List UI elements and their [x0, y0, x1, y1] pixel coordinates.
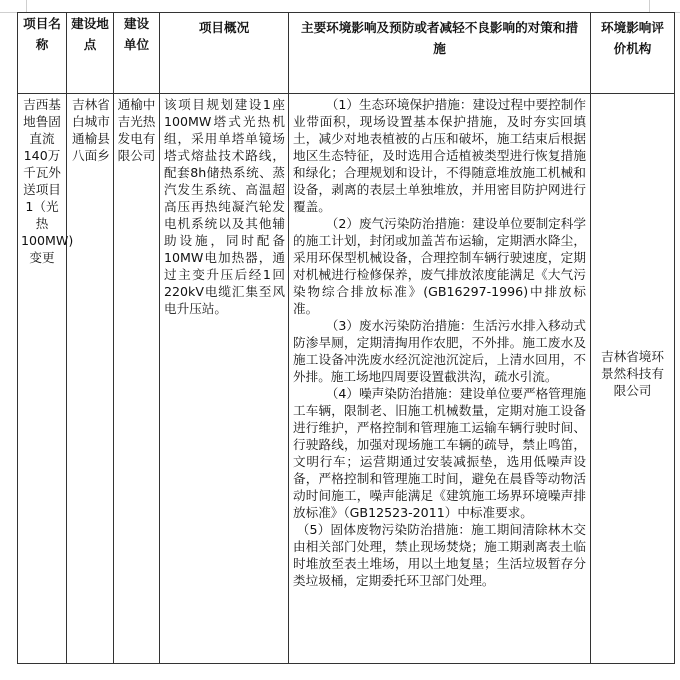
cell-measures [289, 94, 591, 664]
table-row [18, 94, 675, 664]
header-row [18, 13, 675, 94]
page-corner-mark [0, 12, 17, 13]
header-agency: 环境影响评价机构 [591, 13, 675, 94]
agency-name: 吉林省境环景然科技有限公司 [601, 349, 664, 398]
measure-water: （3）废水污染防治措施：生活污水排入移动式防渗旱厕，定期清掏用作农肥，不外排。施工废水及施工设备冲洗废水经沉淀池沉淀后，上清水回用，不外排。施工场地四周要设置截洪沟，疏水引流。 [293, 318, 586, 384]
header-location: 建设地点 [67, 13, 114, 94]
cell-project-name: 吉西基地鲁固直流140万千瓦外送项目1（光热100MW)变更 [18, 94, 67, 664]
header-unit: 建设单位 [114, 13, 160, 94]
cell-overview: 该项目规划建设1座100MW塔式光热机组，采用单塔单镜场塔式熔盐技术路线，配套8h储热系统、蒸汽发生系统、高温超高压再热纯凝汽轮发电机系统以及其他辅助设施，同时配备10MW电加热器，通过主变升压后经1回220kV电缆汇集至风电升压站。 [160, 94, 289, 664]
measure-ecology: （1）生态环境保护措施：建设过程中要控制作业带面积，现场设置基本保护措施，及时夯实回填土，减少对地表植被的占压和破坏，施工结束后根据地区生态特征，及时选用合适植被类型进行恢复措施和绿化；合理规划和设计，不得随意堆放施工机械和设备，剥离的表层土单独堆放，并用密目防护网进行覆盖。 [293, 97, 586, 214]
measure-solid-waste: （5）固体废物污染防治措施：施工期间清除林木交由相关部门处理，禁止现场焚烧；施工期剥离表土临时堆放至表土堆场，用以土地复垦；生活垃圾暂存分类垃圾桶，定期委托环卫部门处理。 [293, 522, 586, 588]
header-overview: 项目概况 [160, 13, 289, 94]
measure-noise: （4）噪声染防治措施：建设单位要严格管理施工车辆，限制老、旧施工机械数量，定期对施工设备进行维护，严格控制和管理施工运输车辆行驶时间、行驶路线，加强对现场施工车辆的疏导，禁止鸣笛，文明行车；运营期通过安装减振垫，选用低噪声设备，严格控制和管理施工时间，避免在晨昏等动物活动时间施工，噪声能满足《建筑施工场界环境噪声排放标准》（GB12523-2011）中标准要求。 [293, 386, 586, 520]
cell-unit: 通榆中吉光热发电有限公司 [114, 94, 160, 664]
cell-agency [591, 94, 675, 664]
header-measures: 主要环境影响及预防或者减轻不良影响的对策和措施 [289, 13, 591, 94]
measure-air: （2）废气污染防治措施：建设单位要制定科学的施工计划，封闭或加盖苫布运输，定期洒水降尘，采用环保型机械设备，合理控制车辆行驶速度，定期对机械进行检修保养，废气排放浓度能满足《大气污染物综合排放标准》(GB16297-1996)中排放标准。 [293, 216, 586, 316]
header-project-name: 项目名称 [18, 13, 67, 94]
project-table [17, 12, 675, 664]
cell-location: 吉林省白城市通榆县八面乡 [67, 94, 114, 664]
